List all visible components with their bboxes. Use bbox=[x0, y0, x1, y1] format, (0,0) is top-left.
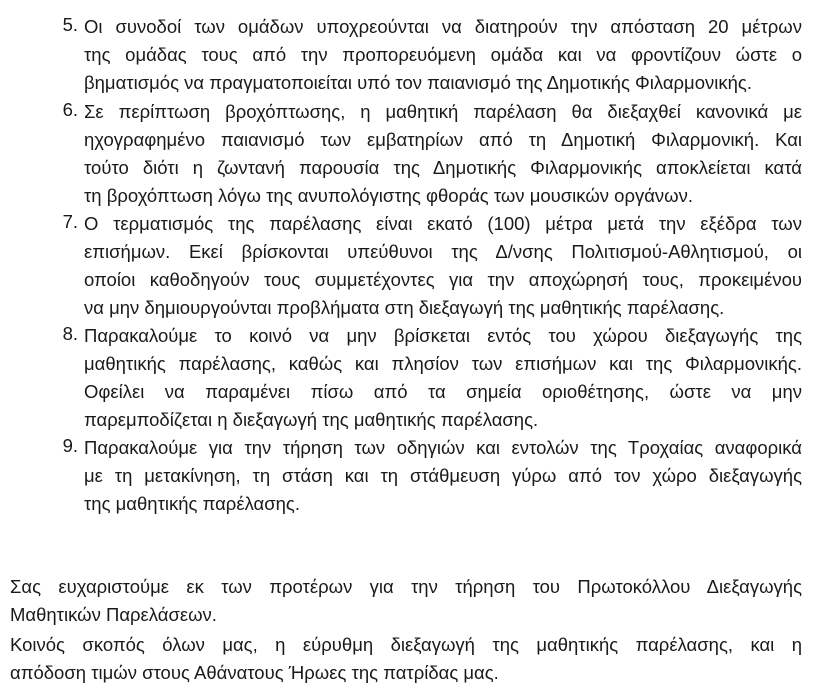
item-number: 9. bbox=[62, 435, 78, 456]
item-text-line: Παρακαλούμε το κοινό να μην βρίσκεται εντός του χώρου διεξαγωγής της bbox=[84, 325, 802, 346]
item-text-line: Ο τερματισμός της παρέλασης είναι εκατό (100) μέτρα μετά την εξέδρα των bbox=[84, 213, 802, 234]
item-text-line: παρεμποδίζεται η διεξαγωγή της μαθητικής παρέλασης. bbox=[84, 409, 539, 430]
item-text-line: Παρακαλούμε για την τήρηση των οδηγιών και εντολών της Τροχαίας αναφορικά bbox=[84, 437, 802, 458]
item-text-line: επισήμων. Εκεί βρίσκονται υπεύθυνοι της Δ/νσης Πολιτισμού-Αθλητισμού, οι bbox=[84, 241, 802, 262]
item-text-line: με τη μετακίνηση, τη στάση και τη στάθμευση γύρω από τον χώρο διεξαγωγής bbox=[84, 465, 802, 486]
item-text-line: να μην δημιουργούνται προβλήματα στη διεξαγωγή της μαθητικής παρέλασης. bbox=[84, 297, 725, 318]
item-text-line: τη βροχόπτωση λόγω της ανυπολόγιστης φθοράς των μουσικών οργάνων. bbox=[84, 185, 693, 206]
item-text-line: μαθητικής παρέλασης, καθώς και πλησίον των επισήμων και της Φιλαρμονικής. bbox=[84, 353, 802, 374]
item-number: 7. bbox=[62, 211, 78, 232]
item-text-line: Σε περίπτωση βροχόπτωσης, η μαθητική παρέλαση θα διεξαχθεί κανονικά με bbox=[84, 101, 802, 122]
item-text-line: της ομάδας τους από την προπορευόμενη ομάδα και να φροντίζουν ώστε ο bbox=[84, 44, 802, 65]
item-text-line: οποίοι καθοδηγούν τους συμμετέχοντες για την αποχώρησή τους, προκειμένου bbox=[84, 269, 802, 290]
item-text-line: Οφείλει να παραμένει πίσω από τα σημεία οριοθέτησης, ώστε να μην bbox=[84, 381, 802, 402]
closing-line: απόδοση τιμών στους Αθάνατους Ήρωες της πατρίδας μας. bbox=[10, 662, 499, 683]
item-text-line: της μαθητικής παρέλασης. bbox=[84, 493, 300, 514]
item-number: 6. bbox=[62, 99, 78, 120]
item-text-line: τούτο διότι η ζωντανή παρουσία της Δημοτικής Φιλαρμονικής αποκλείεται κατά bbox=[84, 157, 802, 178]
item-text-line: ηχογραφημένο παιανισμό των εμβατηρίων από τη Δημοτική Φιλαρμονική. Και bbox=[84, 129, 802, 150]
closing-line: Σας ευχαριστούμε εκ των προτέρων για την τήρηση του Πρωτοκόλλου Διεξαγωγής bbox=[10, 576, 802, 597]
closing-line: Κοινός σκοπός όλων μας, η εύρυθμη διεξαγωγή της μαθητικής παρέλασης, και η bbox=[10, 634, 802, 655]
closing-line: Μαθητικών Παρελάσεων. bbox=[10, 604, 217, 625]
item-number: 5. bbox=[62, 14, 78, 35]
item-number: 8. bbox=[62, 323, 78, 344]
item-text-line: βηματισμός να πραγματοποιείται υπό τον παιανισμό της Δημοτικής Φιλαρμονικής. bbox=[84, 72, 752, 93]
item-text-line: Οι συνοδοί των ομάδων υποχρεούνται να διατηρούν την απόσταση 20 μέτρων bbox=[84, 16, 802, 37]
